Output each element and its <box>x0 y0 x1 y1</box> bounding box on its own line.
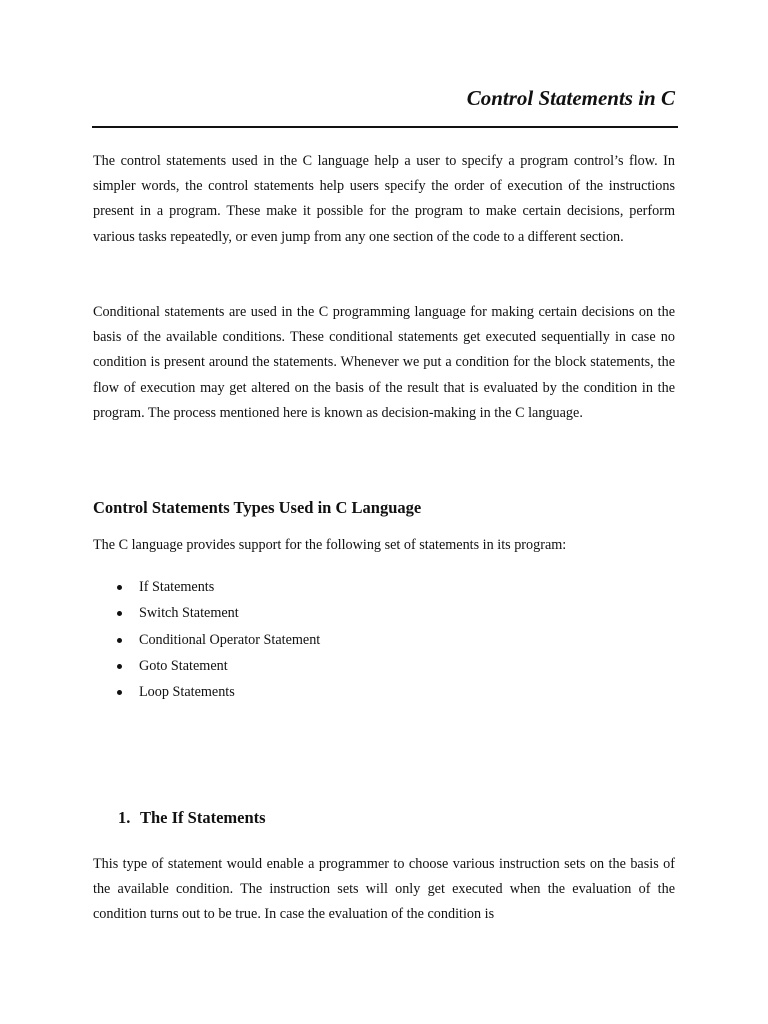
bullet-icon <box>117 611 122 616</box>
list-item-label: If Statements <box>139 579 215 595</box>
conditional-paragraph: Conditional statements are used in the C programming language for making certain decisions on the basis of the available conditions. These conditional statements get executed sequentially in case no condition is present around the statements. Whenever we put a condition for the block statements, the flow of execution may get altered on the basis of the result that is evaluated by the condition in the program. The process mentioned here is known as decision-making in the C language. <box>93 304 675 421</box>
bullet-icon <box>117 638 122 643</box>
bullet-icon <box>117 690 122 695</box>
section-intro: The C language provides support for the following set of statements in its program: <box>93 537 567 553</box>
list-item-label: Conditional Operator Statement <box>139 631 321 648</box>
list-item-label: Loop Statements <box>139 684 235 701</box>
title-divider <box>92 126 678 128</box>
bullet-icon <box>117 664 122 669</box>
subsection-title: The If Statements <box>140 808 266 827</box>
if-statements-paragraph: This type of statement would enable a programmer to choose various instruction sets on the basis of the available condition. The instruction sets will only get executed when the evaluation of the condition turns out to be true. In case the evaluation of the condition is <box>93 856 675 923</box>
bullet-icon <box>117 585 122 590</box>
list-item-label: Goto Statement <box>139 657 228 674</box>
subsection-heading <box>118 808 266 828</box>
subsection-number: 1. <box>118 808 131 827</box>
page-title: Control Statements in C <box>466 86 675 110</box>
intro-paragraph: The control statements used in the C language help a user to specify a program control’s flow. In simpler words, the control statements help users specify the order of execution of the instructions present in a program. These make it possible for the program to make certain decisions, perform various tasks repeatedly, or even jump from any one section of the code to a different section. <box>93 153 675 245</box>
list-item-label: Switch Statement <box>139 605 239 622</box>
section-heading: Control Statements Types Used in C Language <box>93 498 422 517</box>
